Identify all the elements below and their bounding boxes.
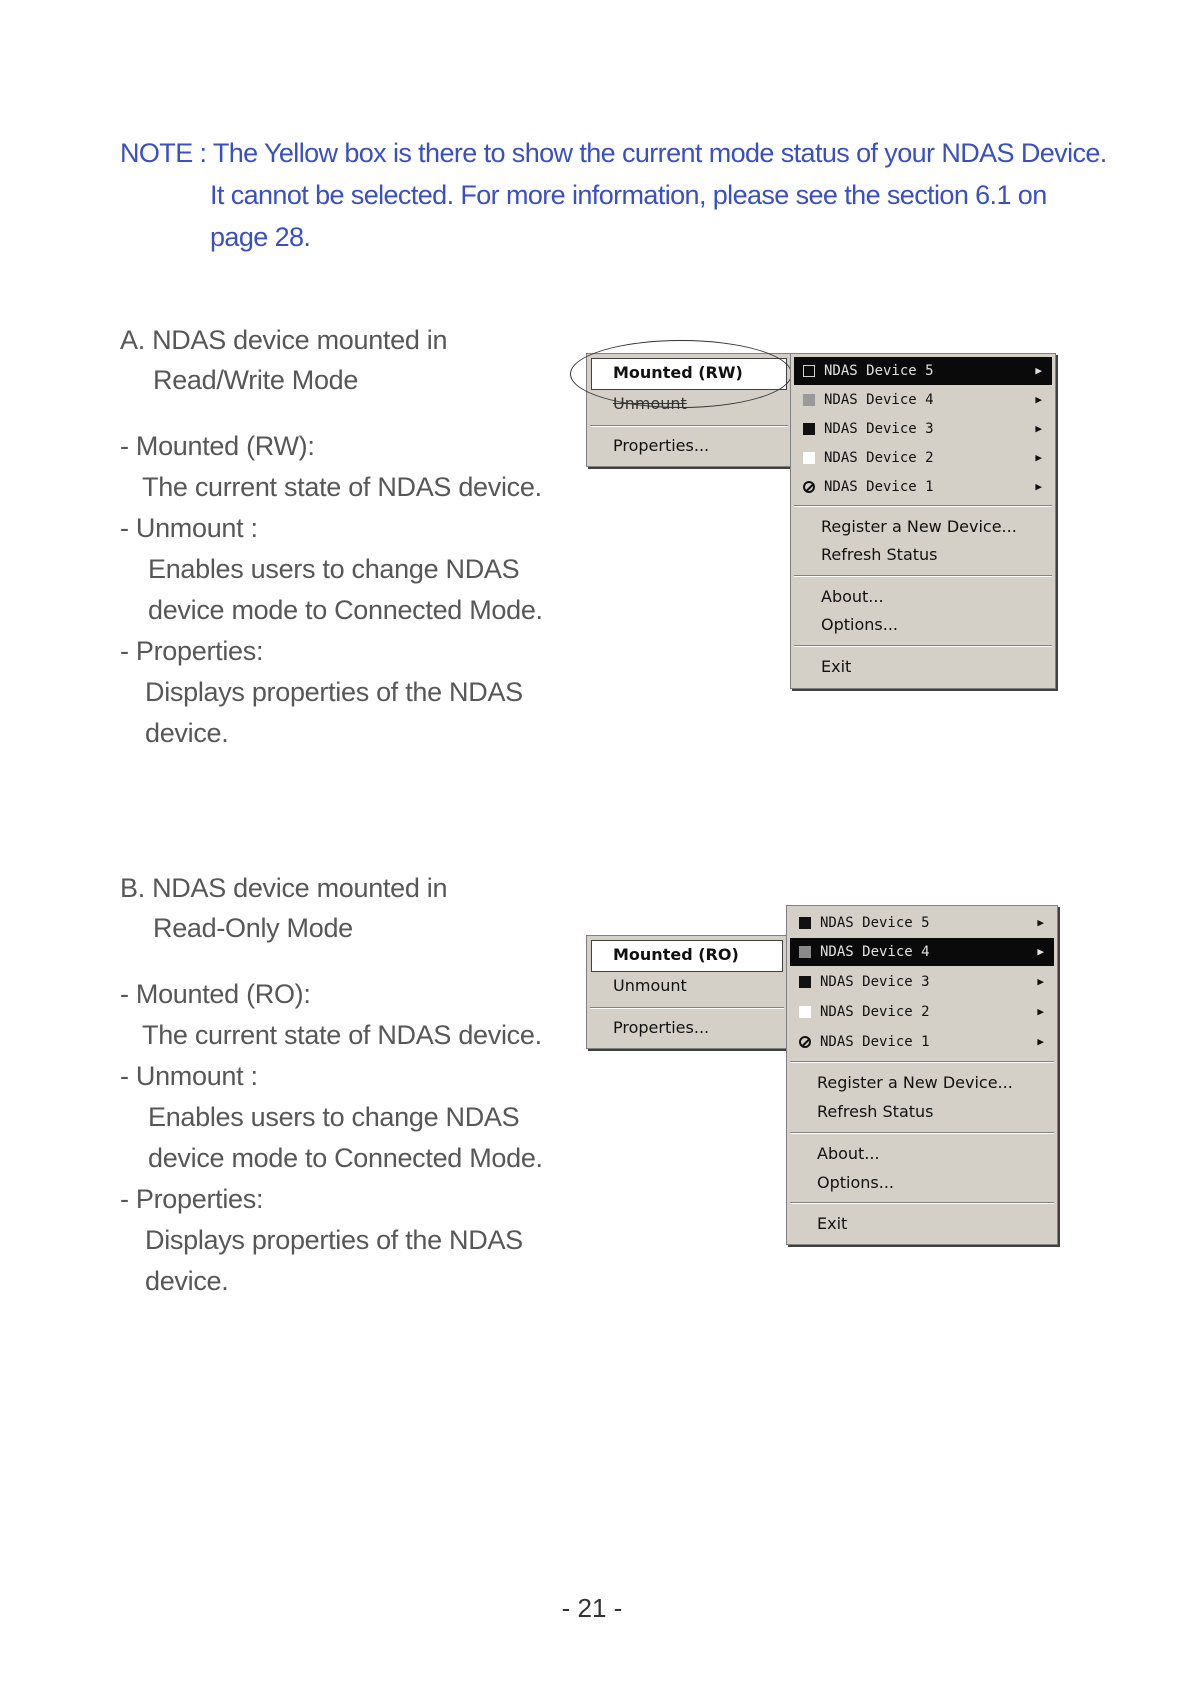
device-item-2[interactable] bbox=[794, 444, 1052, 472]
device-label: NDAS Device 1 bbox=[824, 479, 934, 495]
submenu-arrow-icon: ▶ bbox=[1037, 1005, 1044, 1018]
mounted-rw-desc: The current state of NDAS device. bbox=[142, 472, 542, 502]
submenu-arrow-icon: ▶ bbox=[1037, 1035, 1044, 1048]
menu-separator bbox=[790, 1132, 1054, 1134]
device-label: NDAS Device 5 bbox=[824, 363, 934, 379]
register-device-item[interactable]: Register a New Device... bbox=[817, 1073, 1013, 1092]
device-label: NDAS Device 3 bbox=[820, 974, 930, 990]
submenu-arrow-icon: ▶ bbox=[1037, 945, 1044, 958]
device-item-3[interactable] bbox=[794, 415, 1052, 443]
note-block bbox=[120, 132, 1120, 258]
menu-separator bbox=[790, 1061, 1054, 1063]
device-label: NDAS Device 5 bbox=[820, 915, 930, 931]
note-line-1: NOTE : The Yellow box is there to show the current mode status of your NDAS Device. bbox=[120, 138, 1107, 168]
properties-menu-item[interactable]: Properties... bbox=[613, 1018, 710, 1037]
properties-label: - Properties: bbox=[120, 1184, 264, 1214]
menu-separator bbox=[794, 575, 1052, 577]
exit-item[interactable]: Exit bbox=[821, 657, 852, 676]
refresh-status-item[interactable]: Refresh Status bbox=[821, 545, 938, 564]
device-item-4[interactable] bbox=[790, 938, 1054, 966]
menu-separator bbox=[794, 645, 1052, 647]
options-item[interactable]: Options... bbox=[817, 1173, 894, 1192]
mounted-ro-item: Mounted (RO) bbox=[613, 945, 739, 964]
device-item-4[interactable] bbox=[794, 386, 1052, 414]
black-square-icon bbox=[799, 976, 811, 988]
device-label: NDAS Device 4 bbox=[820, 944, 930, 960]
submenu-arrow-icon: ▶ bbox=[1037, 975, 1044, 988]
properties-label: - Properties: bbox=[120, 636, 264, 666]
black-square-icon bbox=[799, 917, 811, 929]
page-number: - 21 - bbox=[561, 1593, 623, 1623]
gray-square-icon bbox=[803, 394, 815, 406]
outline-square-icon bbox=[803, 365, 815, 377]
mounted-rw-item: Mounted (RW) bbox=[613, 363, 743, 382]
unmount-desc-1: Enables users to change NDAS bbox=[148, 554, 520, 584]
submenu-arrow-icon: ▶ bbox=[1035, 480, 1042, 493]
device-item-5[interactable] bbox=[794, 357, 1052, 385]
properties-desc-2: device. bbox=[145, 718, 229, 748]
unmount-desc-1: Enables users to change NDAS bbox=[148, 1102, 520, 1132]
section-a-title: A. NDAS device mounted in bbox=[120, 325, 448, 355]
register-device-item[interactable]: Register a New Device... bbox=[821, 517, 1017, 536]
unmount-desc-2: device mode to Connected Mode. bbox=[148, 595, 543, 625]
white-square-icon bbox=[799, 1006, 811, 1018]
device-label: NDAS Device 1 bbox=[820, 1034, 930, 1050]
mounted-rw-label: - Mounted (RW): bbox=[120, 431, 315, 461]
device-label: NDAS Device 2 bbox=[824, 450, 934, 466]
unmount-menu-item[interactable]: Unmount bbox=[613, 394, 687, 413]
mounted-ro-desc: The current state of NDAS device. bbox=[142, 1020, 542, 1050]
device-label: NDAS Device 3 bbox=[824, 421, 934, 437]
submenu-arrow-icon: ▶ bbox=[1035, 393, 1042, 406]
gray-square-icon bbox=[799, 946, 811, 958]
tray-menu-b bbox=[786, 905, 1058, 1245]
section-b-subtitle: Read-Only Mode bbox=[153, 913, 353, 943]
device-item-2[interactable] bbox=[790, 998, 1054, 1026]
properties-desc-1: Displays properties of the NDAS bbox=[145, 1225, 523, 1255]
section-a-subtitle: Read/Write Mode bbox=[153, 365, 359, 395]
menu-separator bbox=[794, 505, 1052, 507]
mounted-ro-label: - Mounted (RO): bbox=[120, 979, 311, 1009]
submenu-arrow-icon: ▶ bbox=[1035, 422, 1042, 435]
properties-menu-item[interactable]: Properties... bbox=[613, 436, 710, 455]
note-line-2: It cannot be selected. For more information, please see the section 6.1 on bbox=[210, 180, 1047, 210]
device-item-3[interactable] bbox=[790, 968, 1054, 996]
about-item[interactable]: About... bbox=[817, 1144, 880, 1163]
disabled-circle-icon bbox=[799, 1036, 811, 1048]
device-item-1[interactable] bbox=[794, 473, 1052, 501]
section-b-title: B. NDAS device mounted in bbox=[120, 873, 448, 903]
submenu-arrow-icon: ▶ bbox=[1037, 916, 1044, 929]
white-square-icon bbox=[803, 452, 815, 464]
black-square-icon bbox=[803, 423, 815, 435]
submenu-arrow-icon: ▶ bbox=[1035, 451, 1042, 464]
menu-separator bbox=[790, 1202, 1054, 1204]
about-item[interactable]: About... bbox=[821, 587, 884, 606]
device-label: NDAS Device 4 bbox=[824, 392, 934, 408]
highlight-ellipse bbox=[570, 340, 792, 408]
exit-item[interactable]: Exit bbox=[817, 1214, 848, 1233]
options-item[interactable]: Options... bbox=[821, 615, 898, 634]
properties-desc-2: device. bbox=[145, 1266, 229, 1296]
device-item-5[interactable] bbox=[790, 909, 1054, 937]
note-line-3: page 28. bbox=[210, 222, 311, 252]
submenu-arrow-icon: ▶ bbox=[1035, 364, 1042, 377]
menu-separator bbox=[590, 1007, 784, 1009]
unmount-menu-item[interactable]: Unmount bbox=[613, 976, 687, 995]
unmount-label: - Unmount : bbox=[120, 513, 258, 543]
device-label: NDAS Device 2 bbox=[820, 1004, 930, 1020]
unmount-desc-2: device mode to Connected Mode. bbox=[148, 1143, 543, 1173]
menu-separator bbox=[590, 425, 788, 427]
properties-desc-1: Displays properties of the NDAS bbox=[145, 677, 523, 707]
refresh-status-item[interactable]: Refresh Status bbox=[817, 1102, 934, 1121]
disabled-circle-icon bbox=[803, 481, 815, 493]
tray-menu-a bbox=[790, 353, 1056, 689]
device-item-1[interactable] bbox=[790, 1028, 1054, 1056]
unmount-label: - Unmount : bbox=[120, 1061, 258, 1091]
context-menu-b bbox=[586, 935, 788, 1049]
